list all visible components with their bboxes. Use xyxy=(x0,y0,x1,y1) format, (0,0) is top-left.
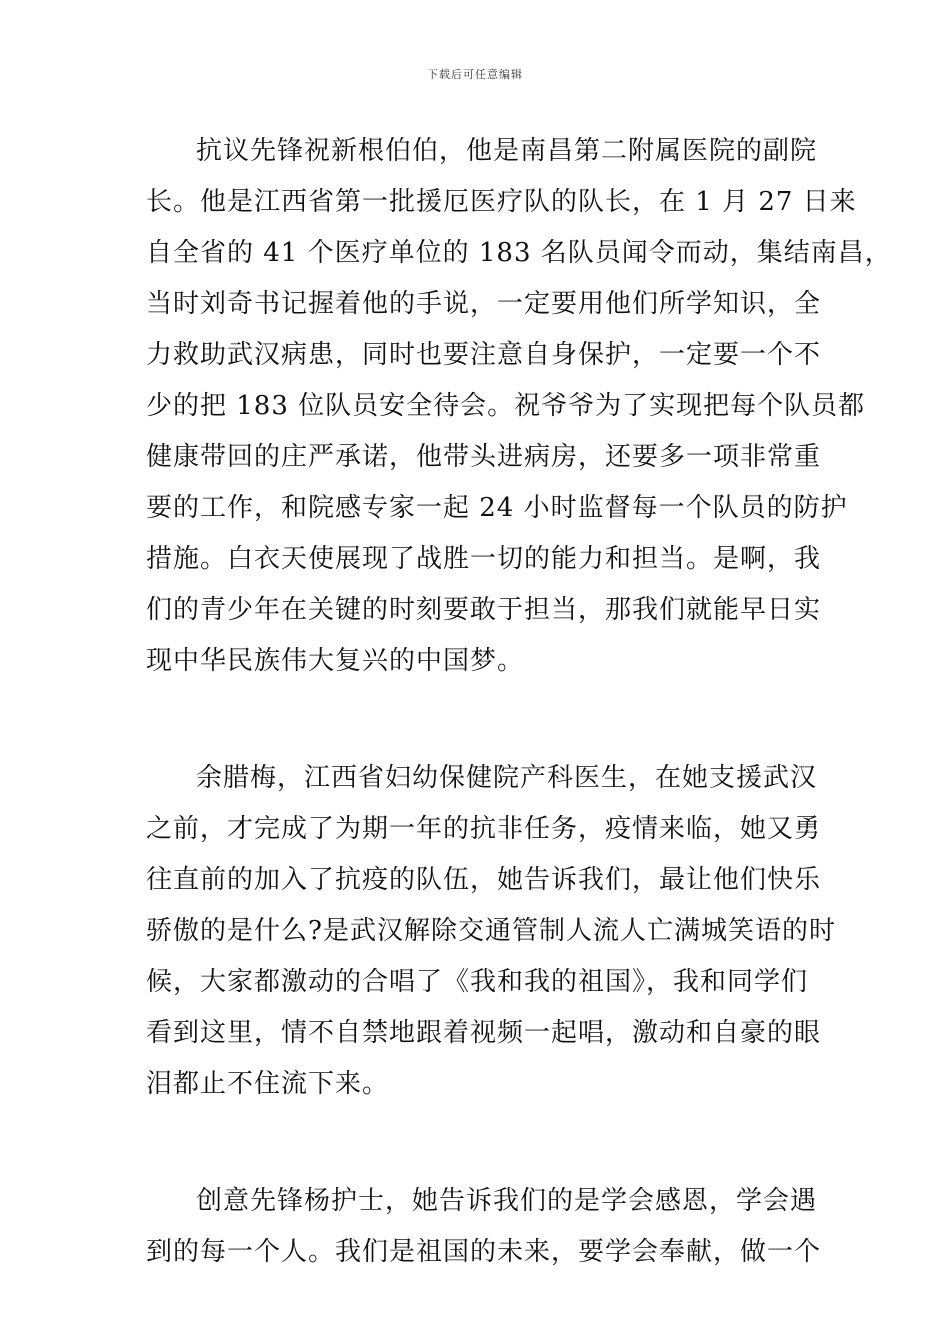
paragraph-line: 力救助武汉病患，同时也要注意自身保护，一定要一个不 xyxy=(146,340,822,370)
paragraph-line: 健康带回的庄严承诺，他带头进病房，还要多一项非常重 xyxy=(146,442,822,472)
paragraph-line: 抗议先锋祝新根伯伯，他是南昌第二附属医院的副院 xyxy=(196,136,818,166)
paragraph-line: 们的青少年在关键的时刻要敢于担当，那我们就能早日实 xyxy=(146,595,822,625)
paragraph-line: 少的把 183 位队员安全待会。祝爷爷为了实现把每个队员都 xyxy=(146,391,866,421)
paragraph-line: 要的工作，和院感专家一起 24 小时监督每一个队员的防护 xyxy=(146,493,848,523)
paragraph-line: 看到这里，情不自禁地跟着视频一起唱，激动和自豪的眼 xyxy=(146,1018,822,1048)
paragraph-line: 到的每一个人。我们是祖国的未来，要学会奉献，做一个 xyxy=(146,1237,822,1267)
paragraph-line: 泪都止不住流下来。 xyxy=(146,1069,390,1099)
paragraph-line: 自全省的 41 个医疗单位的 183 名队员闻令而动，集结南昌， xyxy=(146,238,892,268)
paragraph-line: 候，大家都激动的合唱了《我和我的祖国》，我和同学们 xyxy=(146,967,809,997)
paragraph-line: 长。他是江西省第一批援厄医疗队的队长，在 1 月 27 日来 xyxy=(146,187,857,217)
paragraph-line: 骄傲的是什么?是武汉解除交通管制人流人亡满城笑语的时 xyxy=(146,916,836,946)
page-header: 下载后可任意编辑 xyxy=(427,68,523,81)
paragraph-line: 现中华民族伟大复兴的中国梦。 xyxy=(146,646,525,676)
paragraph-line: 之前，才完成了为期一年的抗非任务，疫情来临，她又勇 xyxy=(146,814,822,844)
paragraph-line: 创意先锋杨护士，她告诉我们的是学会感恩，学会遇 xyxy=(196,1186,818,1216)
paragraph-line: 措施。白衣天使展现了战胜一切的能力和担当。是啊，我 xyxy=(146,544,822,574)
paragraph-line: 当时刘奇书记握着他的手说，一定要用他们所学知识，全 xyxy=(146,289,822,319)
paragraph-line: 余腊梅，江西省妇幼保健院产科医生，在她支援武汉 xyxy=(196,763,818,793)
paragraph-line: 往直前的加入了抗疫的队伍，她告诉我们，最让他们快乐 xyxy=(146,865,822,895)
